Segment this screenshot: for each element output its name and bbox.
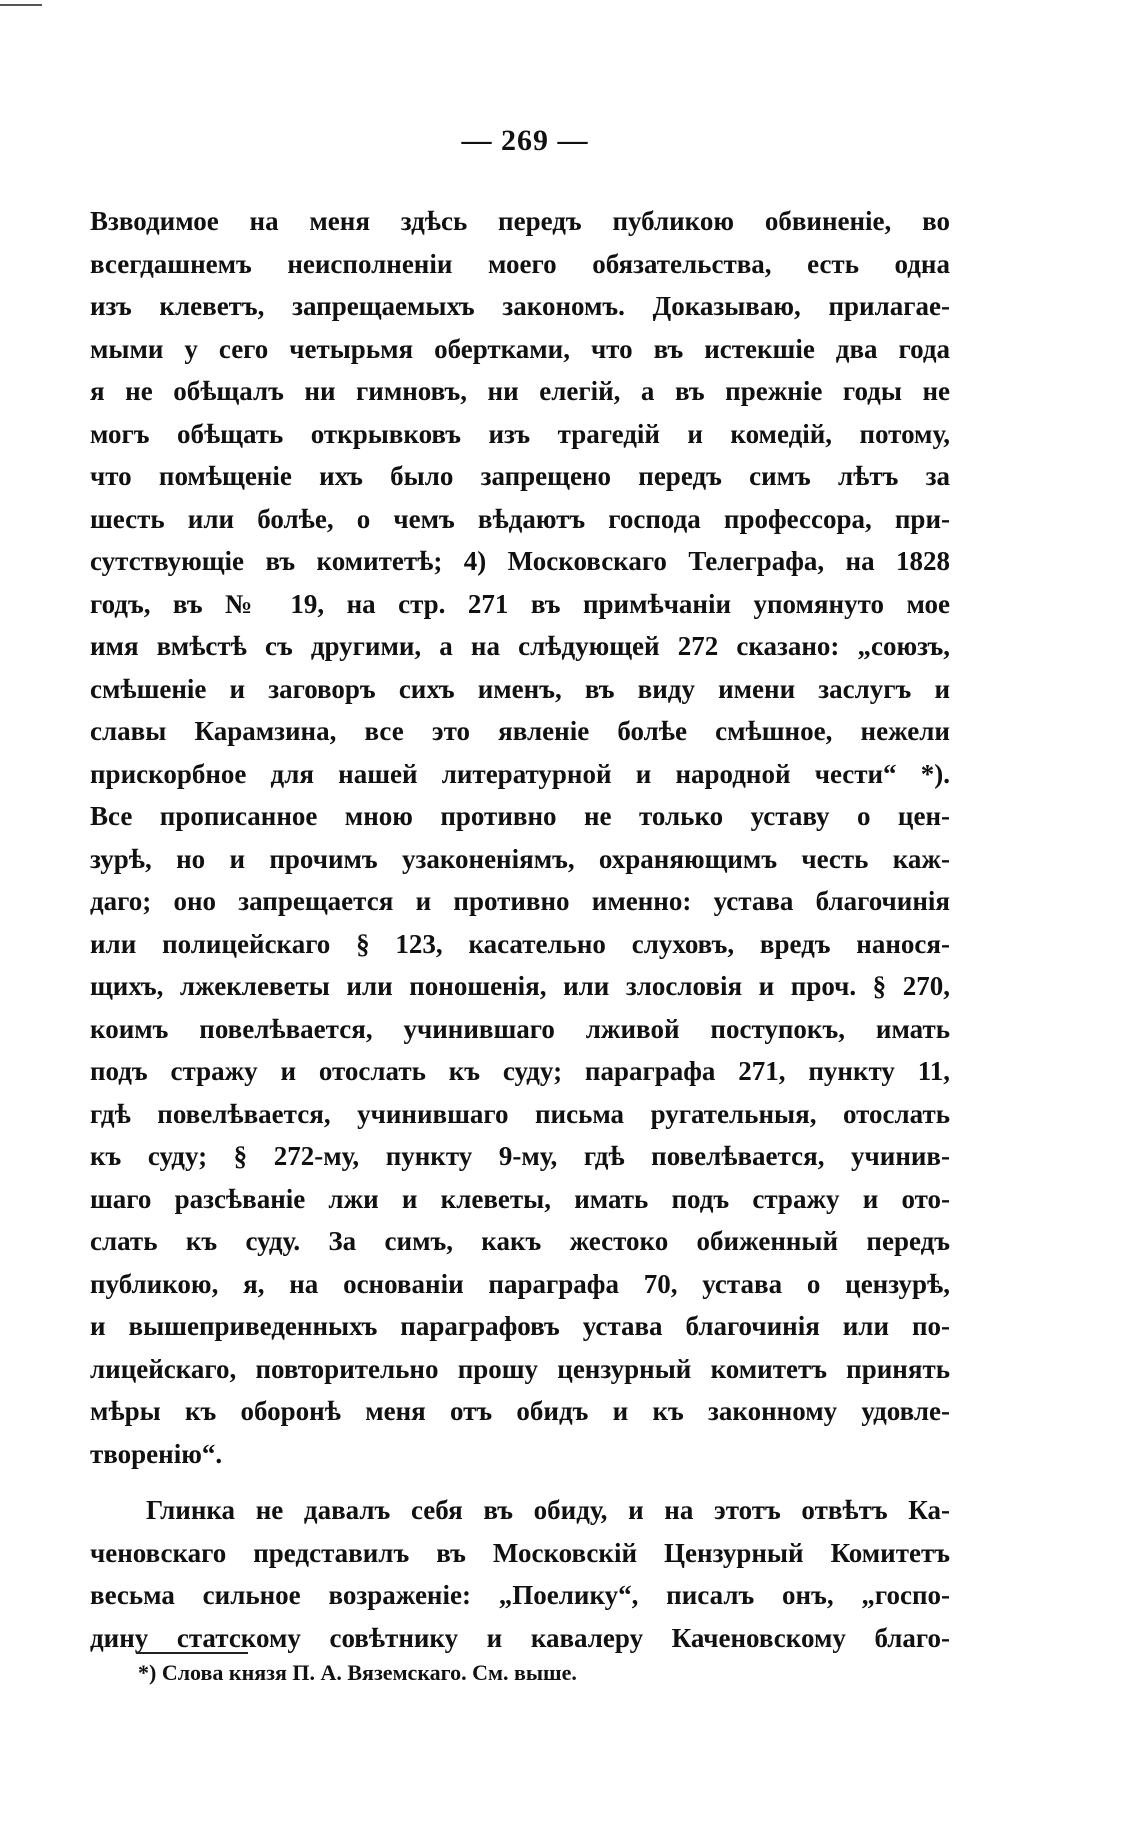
text-line: славы Карамзина, все это явленіе болѣе смѣшное, нежели xyxy=(90,716,950,746)
text-line: коимъ повелѣвается, учинившаго лживой поступокъ, имать xyxy=(90,1013,950,1044)
text-line: къ суду; § 272-му, пункту 9-му, гдѣ повелѣвается, учинив- xyxy=(90,1141,950,1171)
text-line: прискорбное для нашей литературной и народной чести“ *). xyxy=(90,758,950,789)
text-line: я не обѣщалъ ни гимновъ, ни елегій, а въ прежніе годы не xyxy=(90,376,950,406)
text-line: сутствующіе въ комитетѣ; 4) Московскаго Телеграфа, на 1828 xyxy=(90,546,950,576)
text-line: подъ стражу и отослать къ суду; параграфа 271, пункту 11, xyxy=(90,1056,950,1086)
text-line: Взводимое на меня здѣсь передъ публикою обвиненіе, во xyxy=(90,206,950,236)
page-number: — 269 — xyxy=(461,124,589,157)
text-line: изъ клеветъ, запрещаемыхъ закономъ. Доказываю, прилагае- xyxy=(90,291,950,321)
text-line: что помѣщеніе ихъ было запрещено передъ симъ лѣтъ за xyxy=(90,461,950,491)
text-line: мѣры къ оборонѣ меня отъ обидъ и къ законному удовле- xyxy=(90,1396,950,1426)
text-line: всегдашнемъ неисполненіи моего обязательства, есть одна xyxy=(90,248,950,279)
text-line: имя вмѣстѣ съ другими, а на слѣдующей 272 сказано: „союзъ, xyxy=(90,631,950,661)
text-line: смѣшеніе и заговоръ сихъ именъ, въ виду имени заслугъ и xyxy=(90,673,950,704)
text-line: Глинка не давалъ себя въ обиду, и на этотъ отвѣтъ Ка- xyxy=(146,1495,950,1525)
text-line: годъ, въ № 19, на стр. 271 въ примѣчаніи упомянуто мое xyxy=(90,588,950,619)
text-line: шаго разсѣваніе лжи и клеветы, имать подъ стражу и ото- xyxy=(90,1183,950,1214)
text-line: ченовскаго представилъ въ Московскій Цензурный Комитетъ xyxy=(90,1537,950,1568)
text-line: и вышеприведенныхъ параграфовъ устава благочинія или по- xyxy=(90,1311,950,1341)
text-line: творенію“. xyxy=(90,1438,223,1469)
paragraph-2 xyxy=(90,1489,950,1659)
text-line: дину статскому совѣтнику и кавалеру Каченовскому благо- xyxy=(90,1622,950,1653)
text-line: или полицейскаго § 123, касательно слуховъ, вредъ нанося- xyxy=(90,928,950,959)
text-line: даго; оно запрещается и противно именно: устава благочинія xyxy=(90,886,950,916)
text-line: весьма сильное возраженіе: „Поелику“, писалъ онъ, „госпо- xyxy=(90,1580,950,1610)
paragraph-1 xyxy=(90,200,950,1475)
footnote-rule xyxy=(136,1652,248,1654)
text-line: гдѣ повелѣвается, учинившаго письма ругательныя, отослать xyxy=(90,1098,950,1129)
paragraph-spacer xyxy=(90,1475,950,1489)
text-line: слать къ суду. За симъ, какъ жестоко обиженный передъ xyxy=(90,1226,950,1256)
text-line: Все прописанное мною противно не только уставу о цен- xyxy=(90,801,950,831)
text-line: шесть или болѣе, о чемъ вѣдаютъ господа профессора, при- xyxy=(90,503,950,534)
text-line: зурѣ, но и прочимъ узаконеніямъ, охраняющимъ честь каж- xyxy=(90,843,950,874)
text-line: щихъ, лжеклеветы или поношенія, или злословія и проч. § 270, xyxy=(90,971,950,1001)
footnote: *) Слова князя П. А. Вяземскаго. См. выше. xyxy=(138,1660,577,1685)
body-text xyxy=(90,200,950,1659)
text-line: могъ обѣщать открывковъ изъ трагедій и комедій, потому, xyxy=(90,418,950,449)
text-line: мыми у сего четырьмя обертками, что въ истекшіе два года xyxy=(90,333,950,364)
text-line: лицейскаго, повторительно прошу цензурный комитетъ принять xyxy=(90,1353,950,1384)
text-line: публикою, я, на основаніи параграфа 70, устава о цензурѣ, xyxy=(90,1268,950,1299)
top-edge-rule xyxy=(0,4,42,6)
